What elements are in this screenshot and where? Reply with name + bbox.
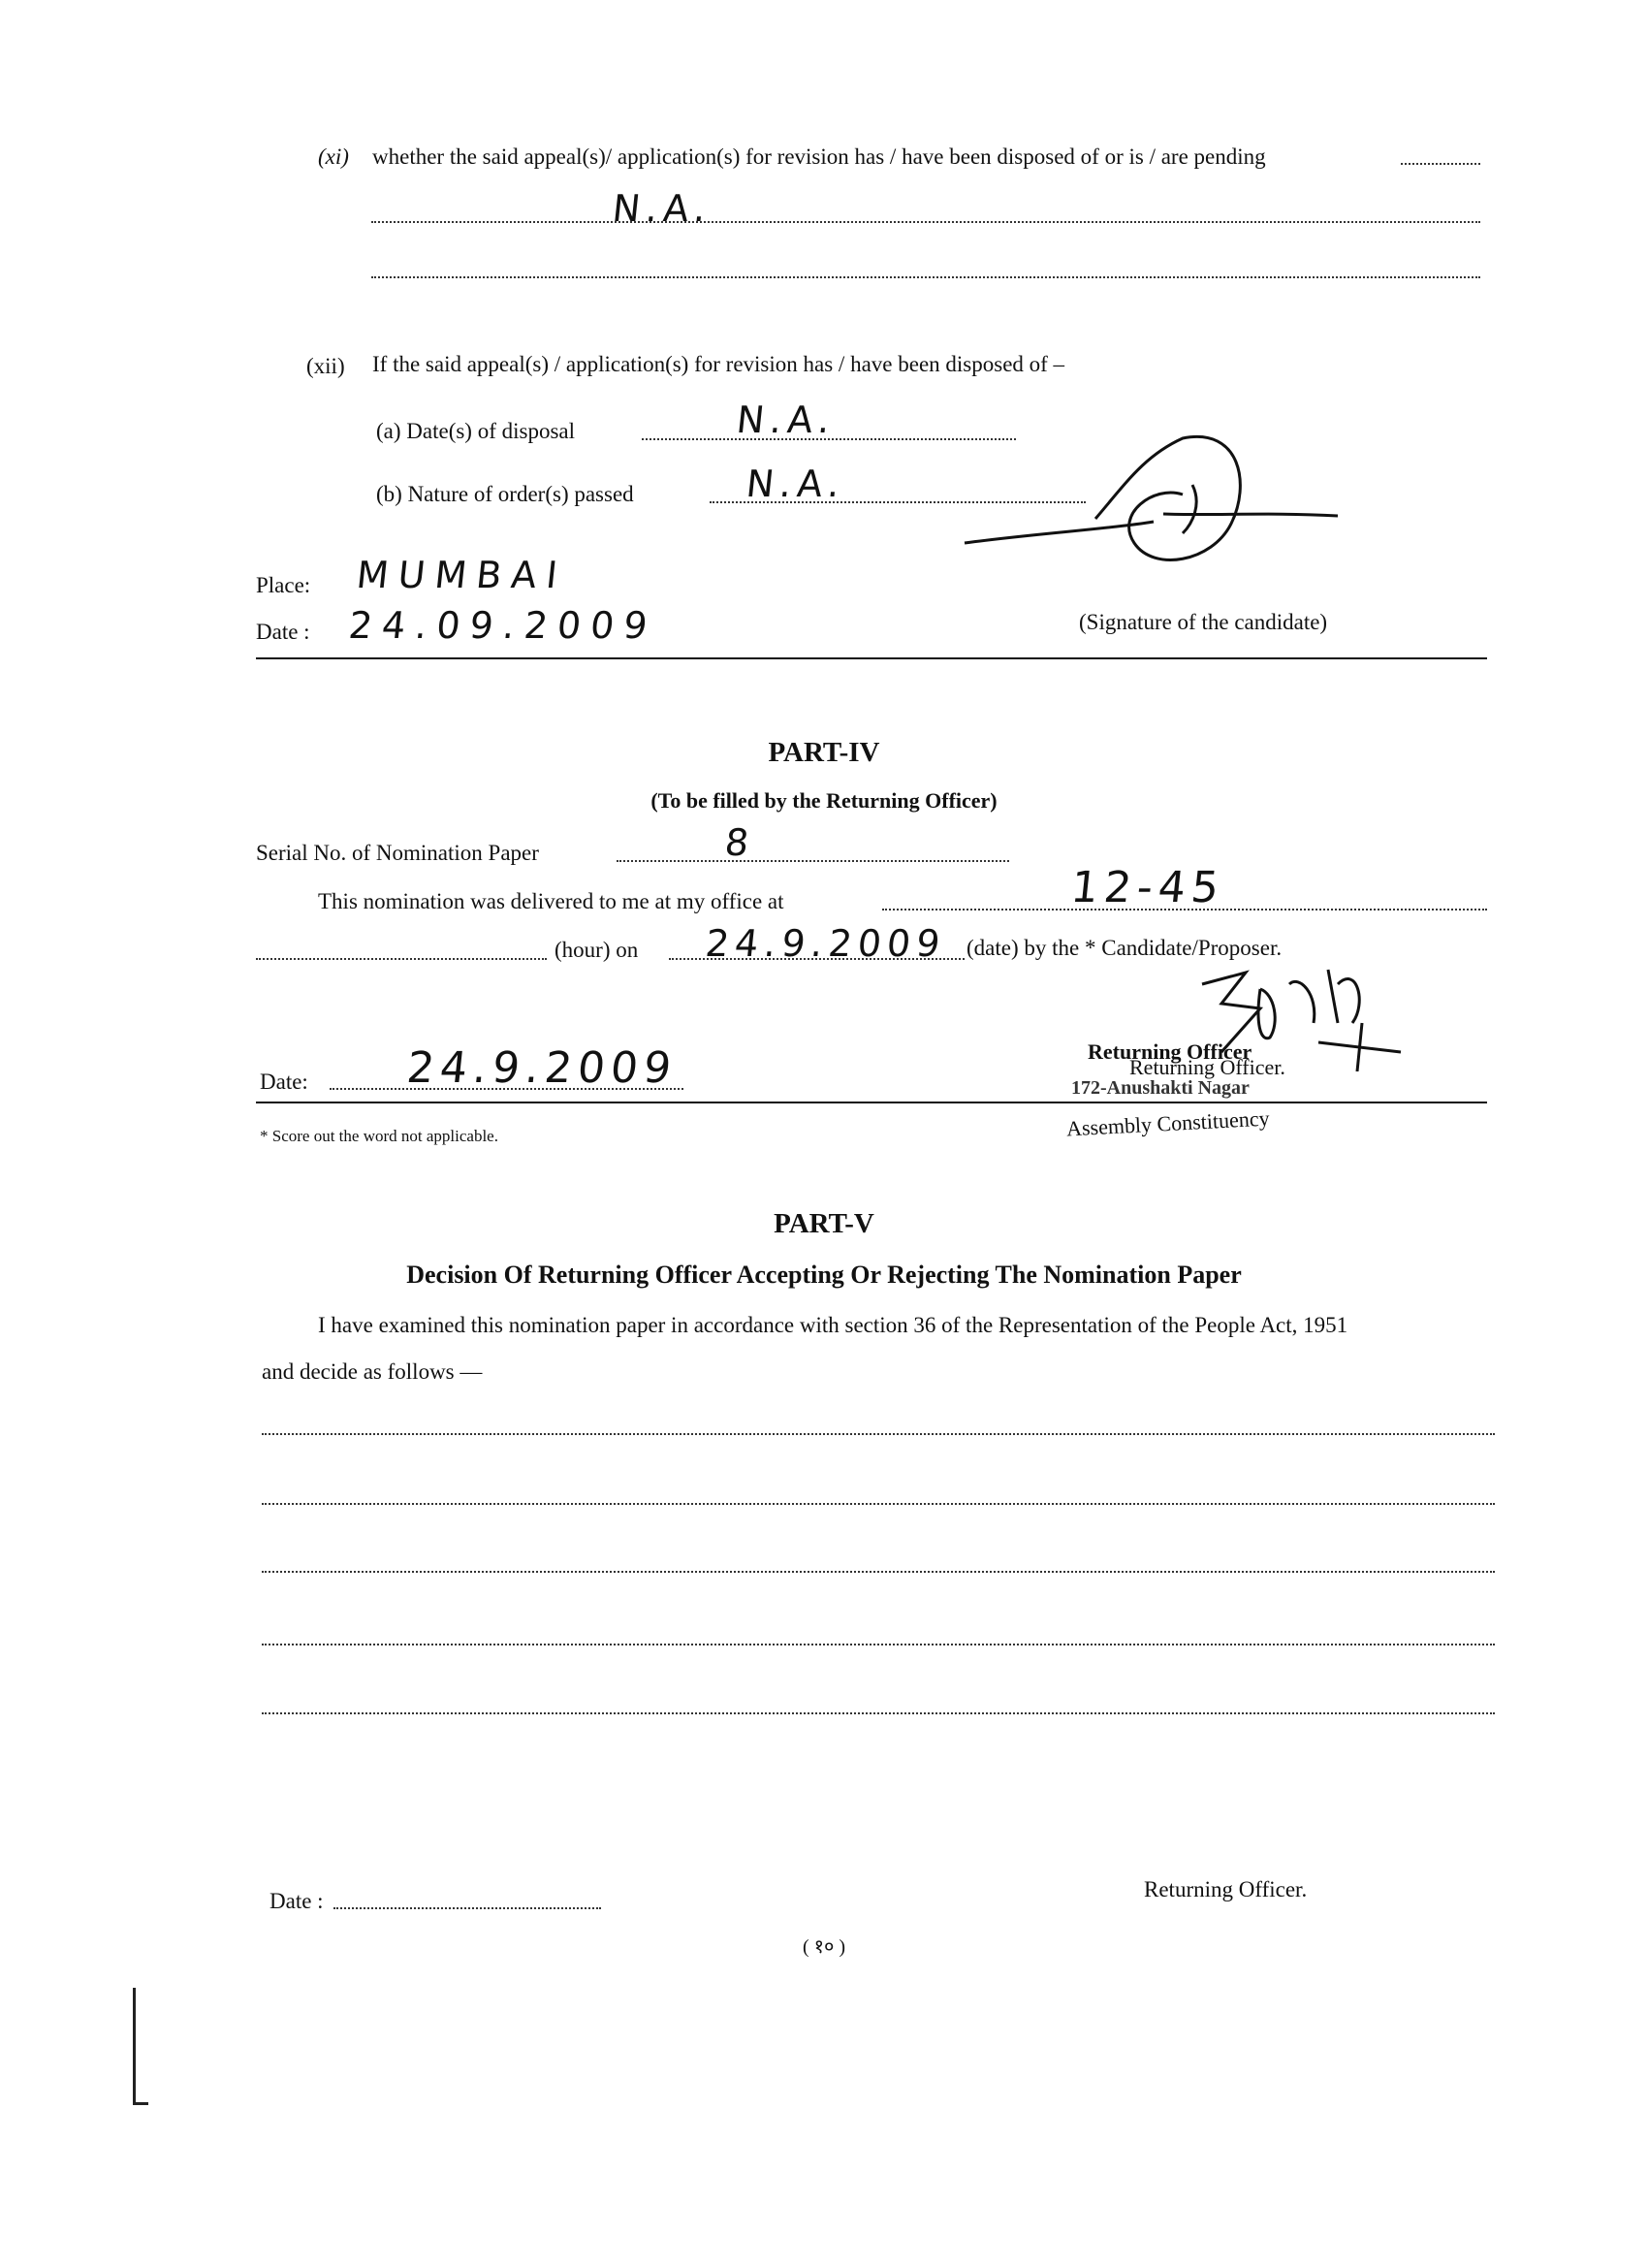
handwritten-signed-date: 24.9.2009: [404, 1043, 680, 1093]
date-by-text: (date) by the * Candidate/Proposer.: [967, 936, 1283, 960]
stamp-assembly-constituency: Assembly Constituency: [1065, 1105, 1271, 1141]
footnote: * Score out the word not applicable.: [260, 1127, 498, 1145]
place-label: Place:: [256, 573, 311, 597]
divider: [256, 657, 1487, 659]
dotted-line: [371, 276, 1480, 278]
handwritten-b-answer: N.A.: [744, 463, 848, 505]
item-xii-text: If the said appeal(s) / application(s) for revision has / have been disposed of –: [372, 352, 1065, 376]
delivered-text: This nomination was delivered to me at my office at: [318, 889, 784, 913]
dotted-line: [371, 221, 1480, 223]
handwritten-xi-answer: N.A.: [610, 187, 714, 230]
decision-line: [262, 1433, 1495, 1435]
part-iv-subtitle: (To be filled by the Returning Officer): [650, 788, 998, 813]
scan-margin-mark: [133, 1988, 136, 2104]
serial-no-label: Serial No. of Nomination Paper: [256, 841, 539, 865]
part-v-title: PART-V: [774, 1208, 874, 1239]
stamp-constituency-number: 172-Anushakti Nagar: [1071, 1077, 1250, 1099]
page-number: ( १० ): [802, 1936, 846, 1958]
decision-line: [262, 1503, 1495, 1505]
stamp-returning-officer-2: Returning Officer.: [1129, 1055, 1285, 1079]
date-of-disposal-label: (a) Date(s) of disposal: [376, 419, 576, 443]
part-iv-title: PART-IV: [768, 737, 880, 768]
item-xii-number: (xii): [306, 354, 345, 378]
handwritten-serial-no: 8: [722, 821, 757, 864]
item-xi-text: whether the said appeal(s)/ application(s) for revision has / have been disposed of or is / are pending: [372, 144, 1266, 169]
date-label: Date :: [256, 620, 310, 644]
hour-on-text: (hour) on: [555, 938, 639, 962]
part-iv-date-label: Date:: [260, 1070, 308, 1094]
candidate-signature: [960, 427, 1347, 572]
divider: [256, 1102, 1487, 1103]
handwritten-delivery-date: 24.9.2009: [703, 922, 948, 965]
handwritten-place: MUMBAI: [354, 554, 569, 596]
returning-officer-label: Returning Officer.: [1144, 1877, 1308, 1901]
decision-line: [262, 1712, 1495, 1714]
dotted-line: [617, 860, 1009, 862]
decision-line: [262, 1644, 1495, 1645]
signature-caption: (Signature of the candidate): [1079, 610, 1328, 634]
dotted-line: [256, 958, 547, 960]
decision-line: [262, 1571, 1495, 1573]
decision-paragraph-line2: and decide as follows —: [262, 1359, 483, 1384]
handwritten-date: 24.09.2009: [346, 604, 659, 647]
stamp-returning-officer: Returning Officer: [1088, 1039, 1252, 1064]
part-v-date-label: Date :: [269, 1889, 324, 1913]
decision-paragraph-line1: I have examined this nomination paper in accordance with section 36 of the Representation of the People Act, 1951: [318, 1313, 1348, 1337]
dotted-line: [1401, 163, 1480, 165]
scan-margin-mark: [133, 2102, 148, 2105]
handwritten-time: 12-45: [1068, 863, 1227, 912]
handwritten-a-answer: N.A.: [734, 399, 839, 441]
nature-of-orders-label: (b) Nature of order(s) passed: [376, 482, 634, 506]
dotted-line: [333, 1907, 601, 1909]
part-v-heading: Decision Of Returning Officer Accepting Or Rejecting The Nomination Paper: [406, 1261, 1242, 1289]
item-xi-number: (xi): [318, 144, 349, 169]
